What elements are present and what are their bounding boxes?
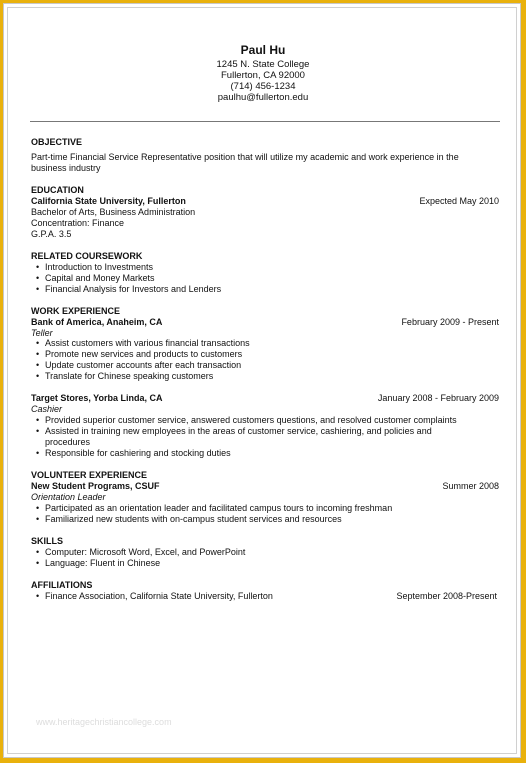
- education-heading: EDUCATION: [31, 185, 84, 195]
- job-employer: Target Stores, Yorba Linda, CA: [31, 393, 163, 403]
- volunteer-title: Orientation Leader: [31, 492, 106, 502]
- address-line-2: Fullerton, CA 92000: [221, 70, 305, 81]
- volunteer-org: New Student Programs, CSUF: [31, 481, 160, 491]
- list-item: • Update customer accounts after each transaction: [36, 360, 496, 371]
- list-item: • Promote new services and products to customers: [36, 349, 496, 360]
- job-duties-list: [36, 415, 496, 459]
- list-item: • Assisted in training new employees in the areas of customer service, cashiering, and policies and: [36, 426, 496, 437]
- job-title: Cashier: [31, 404, 63, 414]
- list-item: • Finance Association, California State University, Fullerton: [36, 591, 366, 602]
- list-item-text: procedures: [45, 437, 91, 447]
- list-item: • Responsible for cashiering and stocking duties: [36, 448, 496, 459]
- job-date: February 2009 - Present: [401, 317, 499, 327]
- education-gpa: G.P.A. 3.5: [31, 229, 72, 239]
- affiliations-date: September 2008-Present: [396, 591, 497, 601]
- job-employer: Bank of America, Anaheim, CA: [31, 317, 163, 327]
- phone: (714) 456-1234: [230, 81, 296, 92]
- watermark: www.heritagechristiancollege.com: [36, 717, 172, 727]
- objective-line-1: Part-time Financial Service Representative position that will utilize my academic and work experience in the: [31, 152, 459, 162]
- affiliations-list: [36, 591, 366, 602]
- education-concentration: Concentration: Finance: [31, 218, 125, 228]
- affiliations-heading: AFFILIATIONS: [31, 580, 93, 590]
- volunteer-heading: VOLUNTEER EXPERIENCE: [31, 470, 148, 480]
- list-item: • Language: Fluent in Chinese: [36, 558, 496, 569]
- list-item: • Assist customers with various financial transactions: [36, 338, 496, 349]
- list-item: • Provided superior customer service, answered customers questions, and resolved customer complaints: [36, 415, 496, 426]
- skills-list: [36, 547, 496, 569]
- volunteer-list: [36, 503, 496, 525]
- education-degree: Bachelor of Arts, Business Administration: [31, 207, 196, 217]
- list-item: • Computer: Microsoft Word, Excel, and PowerPoint: [36, 547, 496, 558]
- skills-heading: SKILLS: [31, 536, 64, 546]
- job-title: Teller: [31, 328, 53, 338]
- coursework-heading: RELATED COURSEWORK: [31, 251, 143, 261]
- list-item: • Translate for Chinese speaking customers: [36, 371, 496, 382]
- header-divider: [30, 121, 500, 122]
- education-date: Expected May 2010: [419, 196, 499, 206]
- volunteer-date: Summer 2008: [442, 481, 499, 491]
- coursework-list: [36, 262, 496, 295]
- list-item: • Familiarized new students with on-campus student services and resources: [36, 514, 496, 525]
- resume-name: Paul Hu: [240, 43, 286, 57]
- job-date: January 2008 - February 2009: [377, 393, 499, 403]
- objective-heading: OBJECTIVE: [31, 137, 83, 147]
- objective-line-2: business industry: [31, 163, 101, 173]
- job-duties-list: [36, 338, 496, 382]
- list-item-continued: [36, 437, 496, 448]
- address-line-1: 1245 N. State College: [216, 59, 310, 70]
- work-heading: WORK EXPERIENCE: [31, 306, 121, 316]
- list-item: • Introduction to Investments: [36, 262, 496, 273]
- list-item: • Capital and Money Markets: [36, 273, 496, 284]
- email[interactable]: paulhu@fullerton.edu: [217, 92, 309, 103]
- list-item: • Financial Analysis for Investors and Lenders: [36, 284, 496, 295]
- education-school: California State University, Fullerton: [31, 196, 186, 206]
- list-item: • Participated as an orientation leader and facilitated campus tours to incoming freshman: [36, 503, 496, 514]
